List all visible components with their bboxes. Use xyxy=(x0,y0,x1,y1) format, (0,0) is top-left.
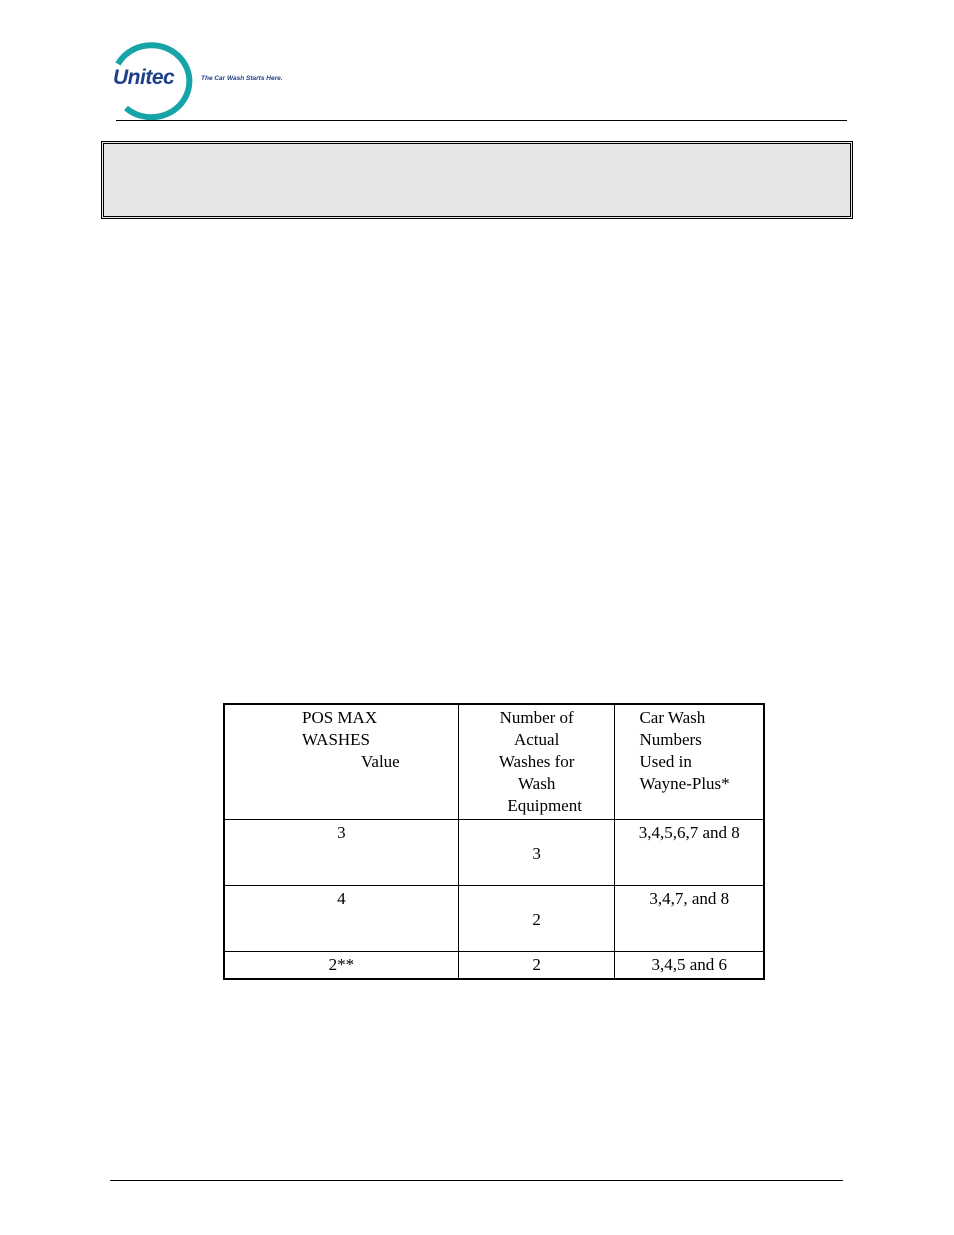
header-line: Washes for xyxy=(498,752,575,771)
header-actual-washes xyxy=(458,704,615,820)
header-line: WASHES xyxy=(302,730,371,749)
header-line: Numbers xyxy=(639,730,702,749)
section-title-box xyxy=(101,141,853,219)
cell-wash-numbers: 3,4,7, and 8 xyxy=(615,886,764,952)
wash-mapping-table xyxy=(223,703,765,980)
cell-actual-washes: 3 xyxy=(458,820,615,886)
header-line: Used in xyxy=(639,752,692,771)
table-header-row xyxy=(224,704,764,820)
header-divider xyxy=(116,120,847,121)
header-line: Car Wash xyxy=(639,708,706,727)
cell-actual-washes: 2 xyxy=(458,886,615,952)
table-row xyxy=(224,952,764,980)
cell-wash-numbers: 3,4,5,6,7 and 8 xyxy=(615,820,764,886)
table-row xyxy=(224,886,764,952)
cell-pos-max: 4 xyxy=(224,886,458,952)
header-line: Actual xyxy=(513,730,560,749)
header-pos-max-washes xyxy=(224,704,458,820)
header-car-wash-numbers xyxy=(615,704,764,820)
footer-divider xyxy=(110,1180,843,1181)
logo-tagline: The Car Wash Starts Here. xyxy=(201,75,283,82)
header-line: Value xyxy=(361,752,400,771)
header-line: POS MAX xyxy=(302,708,378,727)
company-logo xyxy=(108,42,288,120)
cell-wash-numbers: 3,4,5 and 6 xyxy=(615,952,764,980)
cell-pos-max: 3 xyxy=(224,820,458,886)
cell-pos-max: 2** xyxy=(224,952,458,980)
header-line: Wash xyxy=(517,774,556,793)
logo-wordmark: Unitec xyxy=(113,66,175,89)
header-line: Equipment xyxy=(507,796,582,815)
header-line: Number of xyxy=(499,708,574,727)
header-line: Wayne-Plus* xyxy=(639,774,730,793)
cell-actual-washes: 2 xyxy=(458,952,615,980)
table-row xyxy=(224,820,764,886)
